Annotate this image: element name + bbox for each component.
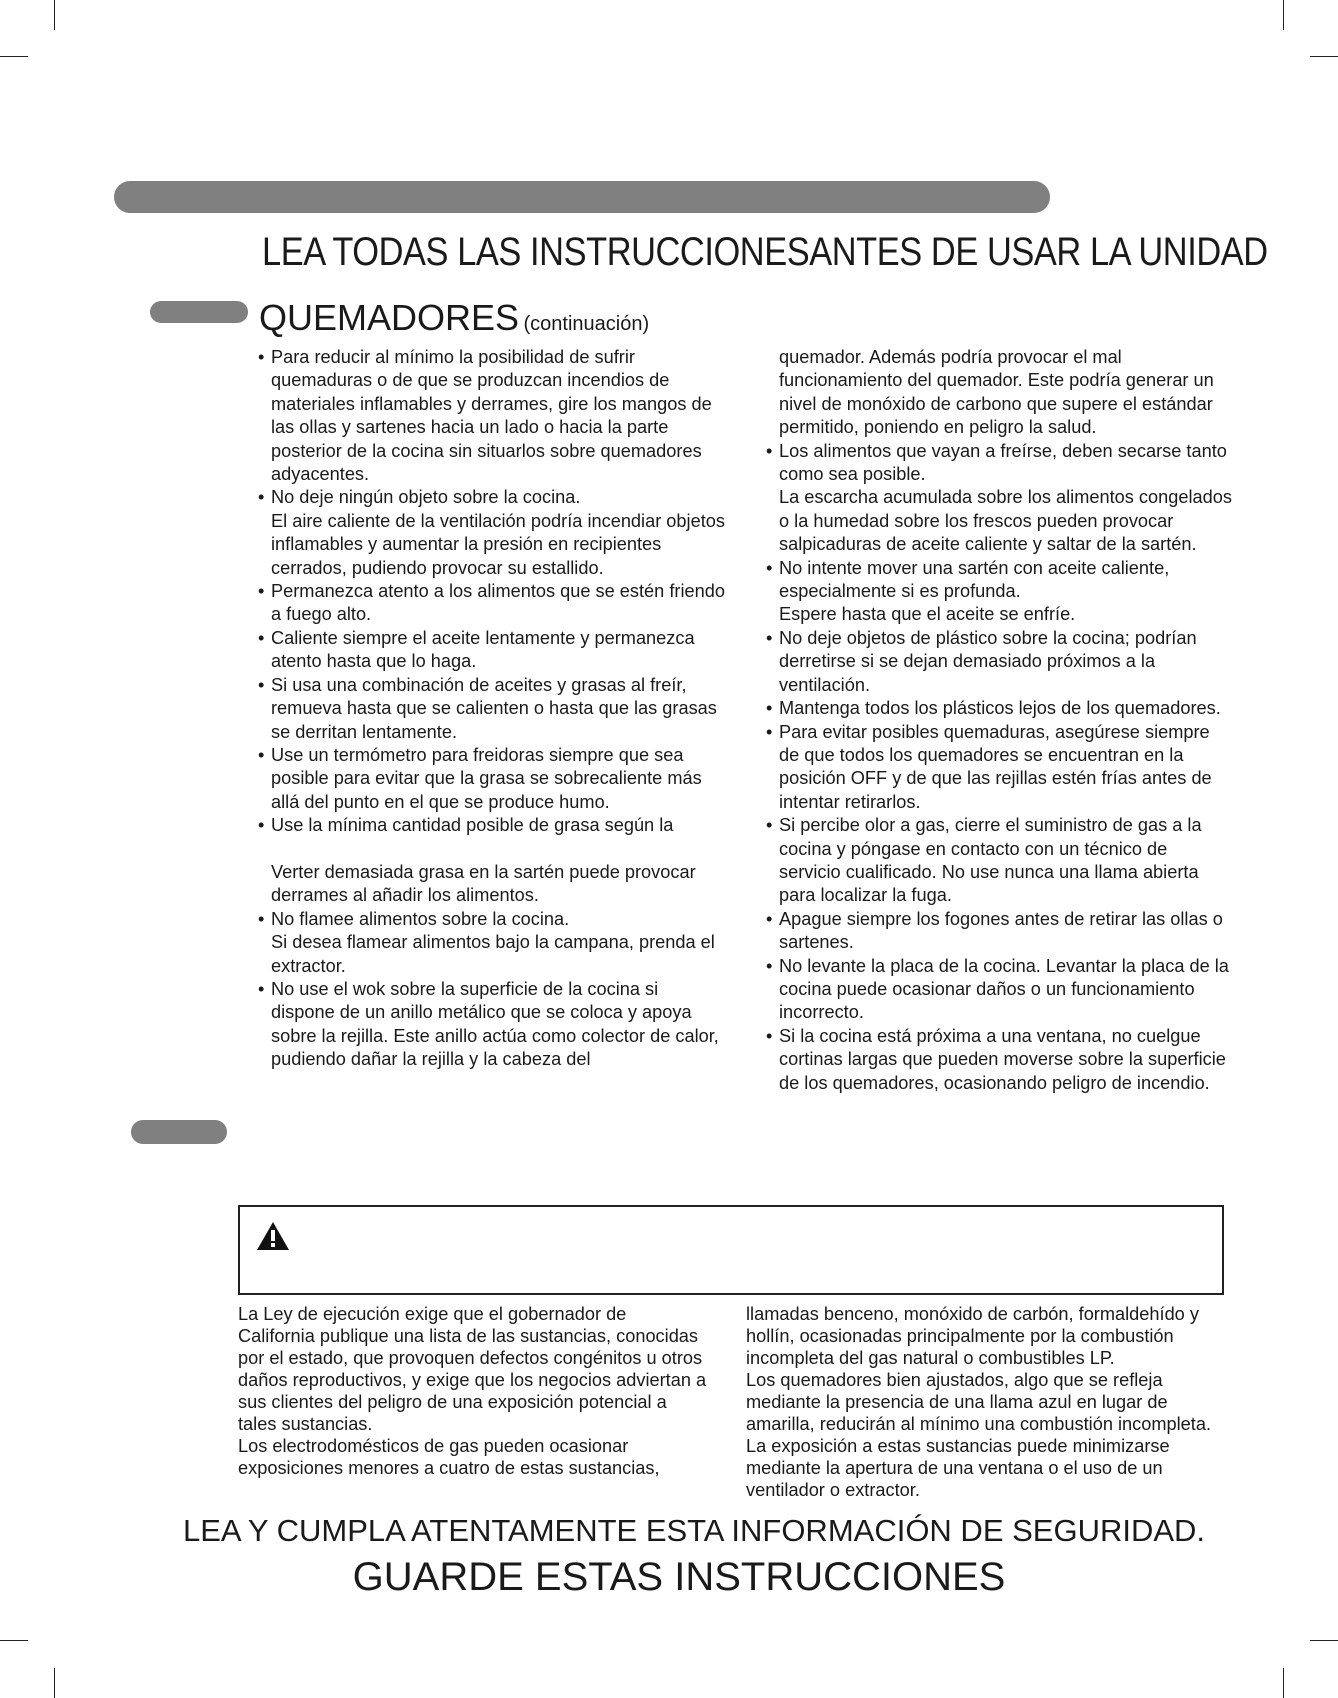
page-title: LEA TODAS LAS INSTRUCCIONESANTES DE USAR LA UNIDAD (262, 230, 1268, 274)
crop-mark (1310, 56, 1338, 57)
bullet-icon: • (258, 815, 265, 836)
bullet-icon: • (258, 744, 265, 765)
item-text: No deje ningún objeto sobre la cocina. (271, 487, 581, 508)
bullet-icon: • (766, 955, 773, 976)
bullet-item (258, 814, 726, 837)
paragraph-continuation (258, 931, 726, 978)
footer-save-instructions: GUARDE ESTAS INSTRUCCIONES (352, 1555, 1006, 1599)
item-text: Para reducir al mínimo la posibilidad de sufrir quemaduras o de que se produzcan incendios de materiales inflamables y derrames, gire los mangos de las ollas y sartenes hacia un lado o hacia la parte posterior de la cocina sin situarlos sobre quemadores adyacentes. (271, 347, 712, 485)
section-title (259, 297, 650, 338)
proposition-paragraph: La Ley de ejecución exige que el gobernador de California publique una lista de las sustancias, conocidas por el estado, que provoquen defectos congénitos u otros daños reproductivos, y exige que los negocios adviertan a sus clientes del peligro de una exposición potencial a tales sustancias. (238, 1304, 707, 1434)
spacer (258, 838, 726, 861)
bullet-item (258, 580, 726, 627)
bullet-item (258, 674, 726, 744)
bullet-icon: • (766, 1025, 773, 1046)
proposition-paragraph: Los electrodomésticos de gas pueden ocasionar exposiciones menores a cuatro de estas sustancias, (238, 1436, 660, 1478)
crop-mark (54, 1668, 55, 1698)
paragraph-continuation (258, 861, 726, 908)
bullet-item (766, 814, 1232, 908)
bullet-icon: • (766, 721, 773, 742)
item-text: No deje objetos de plástico sobre la cocina; podrían derretirse si se dejan demasiado próximos a la ventilación. (779, 627, 1197, 695)
bullet-icon: • (258, 908, 265, 929)
bullet-item (258, 978, 726, 1072)
crop-mark (0, 1640, 28, 1641)
bullet-icon: • (766, 815, 773, 836)
item-text: Si percibe olor a gas, cierre el suministro de gas a la cocina y póngase en contacto con un técnico de servicio cualificado. No use nunca una llama abierta para localizar la fuga. (779, 815, 1202, 906)
bullet-item (258, 744, 726, 814)
bullet-item (258, 486, 726, 509)
bullet-icon: • (766, 698, 773, 719)
section-title-text: QUEMADORES (259, 297, 520, 338)
right-column (766, 346, 1232, 1095)
bullet-icon: • (766, 440, 773, 461)
proposition-paragraph: Los quemadores bien ajustados, algo que se refleja mediante la presencia de una llama azul en lugar de amarilla, reducirán al mínimo una combustión incompleta. (746, 1370, 1212, 1434)
item-text: quemador. Además podría provocar el mal funcionamiento del quemador. Este podría generar un nivel de monóxido de carbono que supere el estándar permitido, poniendo en peligro la salud. (779, 347, 1214, 438)
item-text: Caliente siempre el aceite lentamente y permanezca atento hasta que lo haga. (271, 627, 695, 672)
item-text: Use la mínima cantidad posible de grasa según la (271, 815, 674, 836)
item-text: Verter demasiada grasa en la sartén puede provocar derrames al añadir los alimentos. (271, 861, 696, 906)
proposition-right-column (746, 1303, 1226, 1501)
item-text: Si desea flamear alimentos bajo la campana, prenda el extractor. (271, 932, 715, 976)
paragraph-continuation (766, 346, 1232, 440)
item-text: Si la cocina está próxima a una ventana, no cuelgue cortinas largas que pueden moverse sobre la superficie de los quemadores, ocasionando peligro de incendio. (779, 1025, 1226, 1093)
item-text: No levante la placa de la cocina. Levantar la placa de la cocina puede ocasionar daños o un funcionamiento incorrecto. (779, 955, 1229, 1023)
warning-triangle-icon (256, 1221, 290, 1251)
crop-mark (1283, 0, 1284, 30)
bullet-item (766, 1025, 1232, 1095)
proposition-paragraph: llamadas benceno, monóxido de carbón, formaldehído y hollín, ocasionadas principalmente por la combustión incompleta del gas natural o combustibles LP. (746, 1304, 1199, 1368)
crop-mark (1310, 1640, 1338, 1641)
bullet-icon: • (766, 908, 773, 929)
bullet-icon: • (258, 487, 265, 508)
item-text: No flamee alimentos sobre la cocina. (271, 908, 570, 929)
item-text: El aire caliente de la ventilación podría incendiar objetos inflamables y aumentar la presión en recipientes cerrados, pudiendo provocar su estallido. (271, 510, 725, 578)
item-text: Los alimentos que vayan a freírse, deben secarse tanto como sea posible. (779, 440, 1227, 485)
bullet-item (258, 346, 726, 486)
warning-box (238, 1205, 1224, 1295)
proposition-left-column (238, 1303, 708, 1479)
paragraph-continuation (258, 510, 726, 580)
bullet-item (766, 440, 1232, 487)
item-text: Si usa una combinación de aceites y grasas al freír, remueva hasta que se calienten o hasta que las grasas se derritan lentamente. (271, 674, 717, 742)
item-text: No intente mover una sartén con aceite caliente, especialmente si es profunda. (779, 557, 1170, 602)
bullet-icon: • (766, 557, 773, 578)
section-pill-proposition (131, 1120, 227, 1144)
item-text: Use un termómetro para freidoras siempre que sea posible para evitar que la grasa se sobrecaliente más allá del punto en el que se produce humo. (271, 744, 702, 812)
crop-mark (1283, 1668, 1284, 1698)
crop-mark (54, 0, 55, 30)
item-text: La escarcha acumulada sobre los alimentos congelados o la humedad sobre los frescos pueden provocar salpicaduras de aceite caliente y saltar de la sartén. (779, 487, 1232, 555)
item-text: Para evitar posibles quemaduras, asegúrese siempre de que todos los quemadores se encuentran en la posición OFF y de que las rejillas estén frías antes de intentar retirarlos. (779, 721, 1212, 812)
item-text: No use el wok sobre la superficie de la cocina si dispone de un anillo metálico que se coloca y apoya sobre la rejilla. Este anillo actúa como colector de calor, pudiendo dañar la rejilla y la cabeza del (271, 978, 719, 1070)
footer-safety-line: LEA Y CUMPLA ATENTAMENTE ESTA INFORMACIÓN DE SEGURIDAD. (182, 1513, 1206, 1548)
item-text: Espere hasta que el aceite se enfríe. (779, 604, 1076, 625)
paragraph-continuation (766, 486, 1232, 556)
bullet-item (766, 721, 1232, 815)
proposition-paragraph: La exposición a estas sustancias puede minimizarse mediante la apertura de una ventana o el uso de un ventilador o extractor. (746, 1436, 1170, 1500)
bullet-icon: • (258, 978, 265, 999)
bullet-item (766, 955, 1232, 1025)
bullet-item (766, 557, 1232, 604)
section-subtitle: (continuación) (523, 313, 650, 335)
paragraph-continuation (766, 603, 1232, 626)
bullet-item (766, 627, 1232, 697)
bullet-icon: • (258, 581, 265, 602)
bullet-icon: • (258, 347, 265, 367)
bullet-icon: • (766, 627, 773, 648)
bullet-item (766, 908, 1232, 955)
bullet-item (766, 697, 1232, 720)
crop-mark (0, 56, 28, 57)
bullet-item (258, 908, 726, 931)
item-text: Permanezca atento a los alimentos que se estén friendo a fuego alto. (271, 581, 725, 625)
header-bar (114, 181, 1050, 213)
bullet-icon: • (258, 627, 265, 648)
bullet-item (258, 627, 726, 674)
left-column (258, 346, 726, 1072)
item-text: Mantenga todos los plásticos lejos de los quemadores. (779, 698, 1221, 719)
item-text: Apague siempre los fogones antes de retirar las ollas o sartenes. (779, 908, 1223, 953)
section-pill (150, 301, 248, 323)
bullet-icon: • (258, 674, 265, 695)
